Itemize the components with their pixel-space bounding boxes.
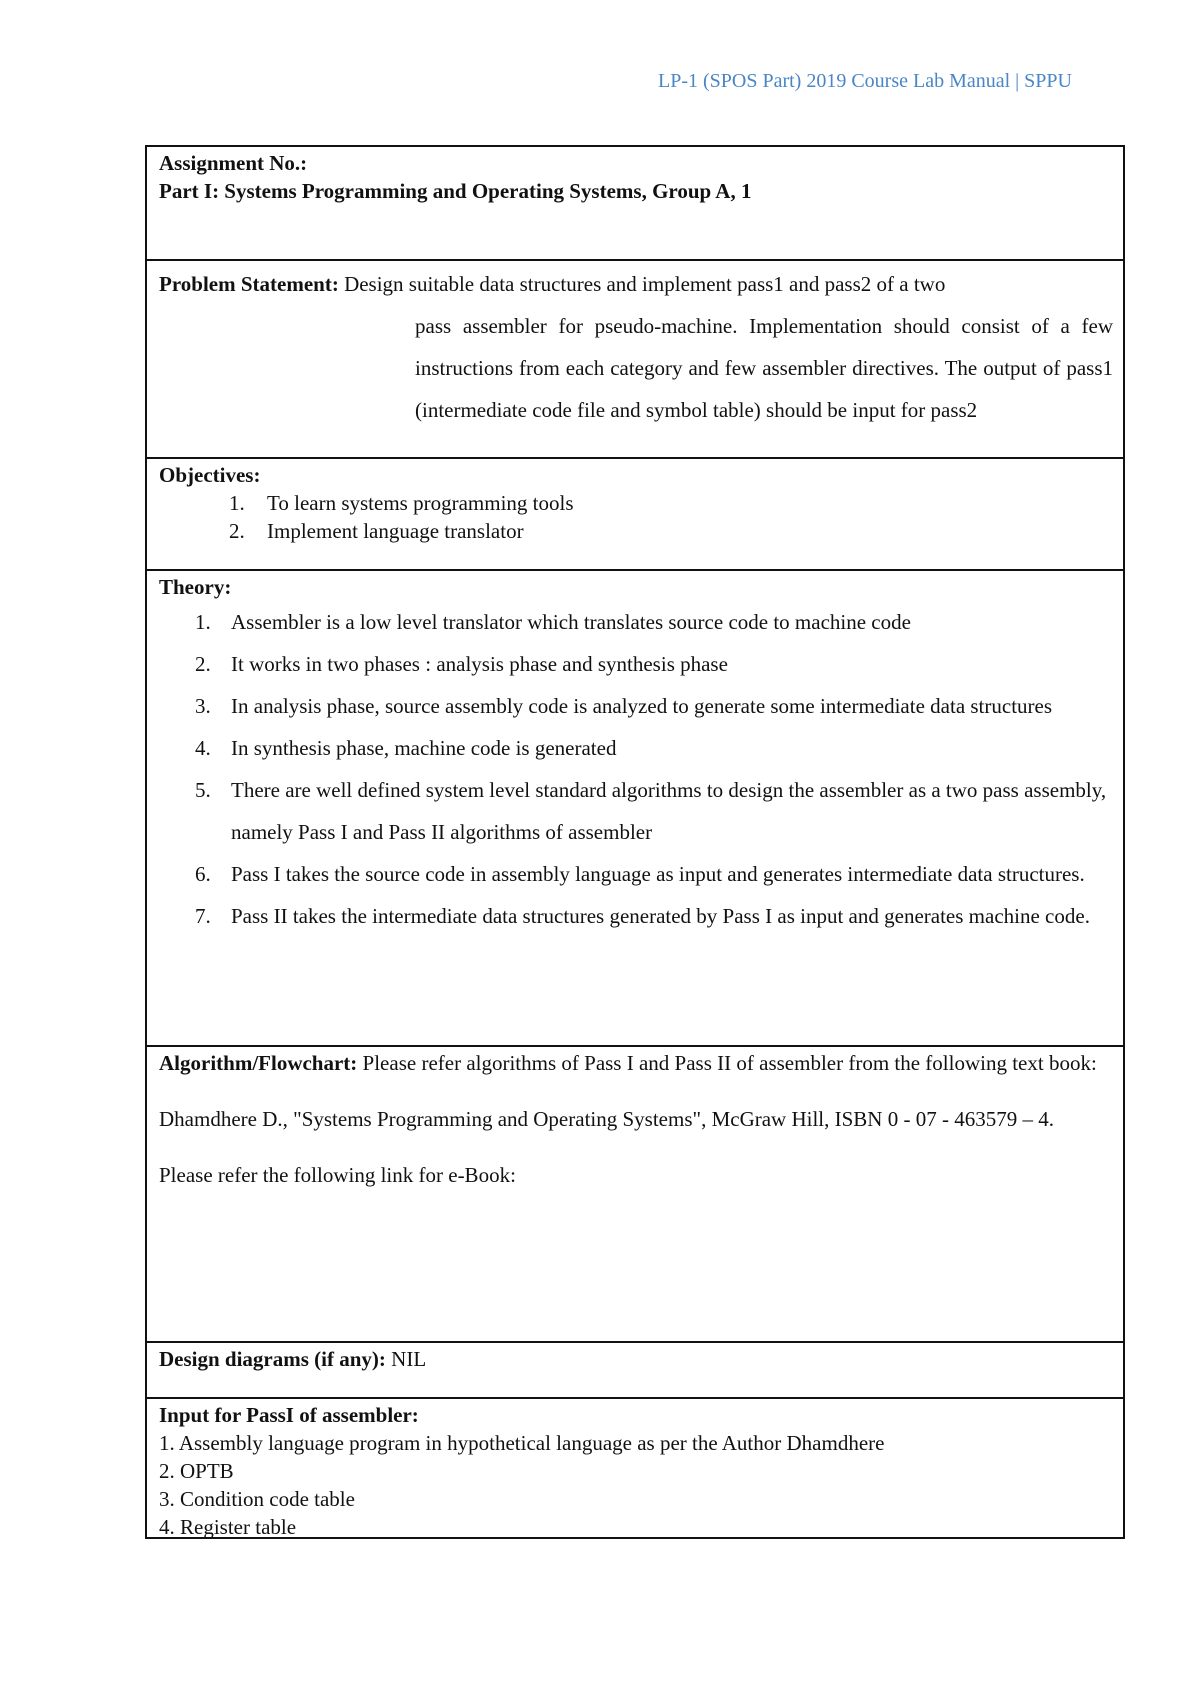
problem-statement-label: Problem Statement: (159, 272, 339, 296)
list-item: 2. It works in two phases : analysis phase and synthesis phase (195, 652, 728, 676)
assignment-label: Assignment No.: (159, 151, 308, 175)
list-item: 1. Assembly language program in hypothetical language as per the Author Dhamdhere (159, 1431, 885, 1455)
list-item: 1. Assembler is a low level translator which translates source code to machine code (195, 610, 911, 634)
assignment-table (145, 145, 1125, 1539)
ebook-note: Please refer the following link for e-Book: (159, 1163, 516, 1187)
algorithm-cell (147, 1045, 1123, 1341)
list-item: 6. Pass I takes the source code in assembly language as input and generates intermediate data structures. (195, 862, 1085, 886)
design-cell (147, 1341, 1123, 1397)
input-cell (147, 1397, 1123, 1537)
problem-statement-first-line: Design suitable data structures and implement pass1 and pass2 of a two (344, 272, 946, 296)
assignment-part: Part I: Systems Programming and Operating Systems, Group A, 1 (159, 179, 752, 203)
list-item: 4. In synthesis phase, machine code is generated (195, 736, 617, 760)
theory-label: Theory: (159, 575, 232, 599)
list-item: 7. Pass II takes the intermediate data structures generated by Pass I as input and generates machine code. (195, 904, 1090, 928)
page-header: LP-1 (SPOS Part) 2019 Course Lab Manual | SPPU (657, 70, 1072, 92)
list-item: 5. There are well defined system level standard algorithms to design the assembler as a two pass assembly, namely Pass I and Pass II algorithms of assembler (195, 778, 1107, 844)
algorithm-label: Algorithm/Flowchart: (159, 1051, 358, 1075)
assignment-cell (147, 147, 1123, 259)
design-value: NIL (391, 1347, 427, 1371)
algorithm-reference: Dhamdhere D., "Systems Programming and Operating Systems", McGraw Hill, ISBN 0 - 07 - 463579 – 4. (159, 1107, 1054, 1131)
list-item: 1. To learn systems programming tools (229, 491, 574, 515)
list-item: 2. Implement language translator (229, 519, 524, 543)
theory-list (159, 601, 1113, 937)
design-label: Design diagrams (if any): (159, 1347, 386, 1371)
algorithm-intro: Please refer algorithms of Pass I and Pass II of assembler from the following text book: (362, 1051, 1097, 1075)
objectives-label: Objectives: (159, 463, 261, 487)
objectives-list (159, 489, 1113, 545)
problem-statement-cell (147, 259, 1123, 457)
objectives-cell (147, 457, 1123, 569)
list-item: 2. OPTB (159, 1459, 234, 1483)
list-item: 4. Register table (159, 1515, 297, 1539)
list-item: 3. In analysis phase, source assembly code is analyzed to generate some intermediate data structures (195, 694, 1053, 718)
problem-statement-text: pass assembler for pseudo-machine. Implementation should consist of a few instructions from each category and few assembler directives. The output of pass1 (intermediate code file and symbol table) should be input for pass2 (415, 314, 1113, 422)
list-item: 3. Condition code table (159, 1487, 355, 1511)
theory-cell (147, 569, 1123, 1045)
input-label: Input for PassI of assembler: (159, 1403, 419, 1427)
